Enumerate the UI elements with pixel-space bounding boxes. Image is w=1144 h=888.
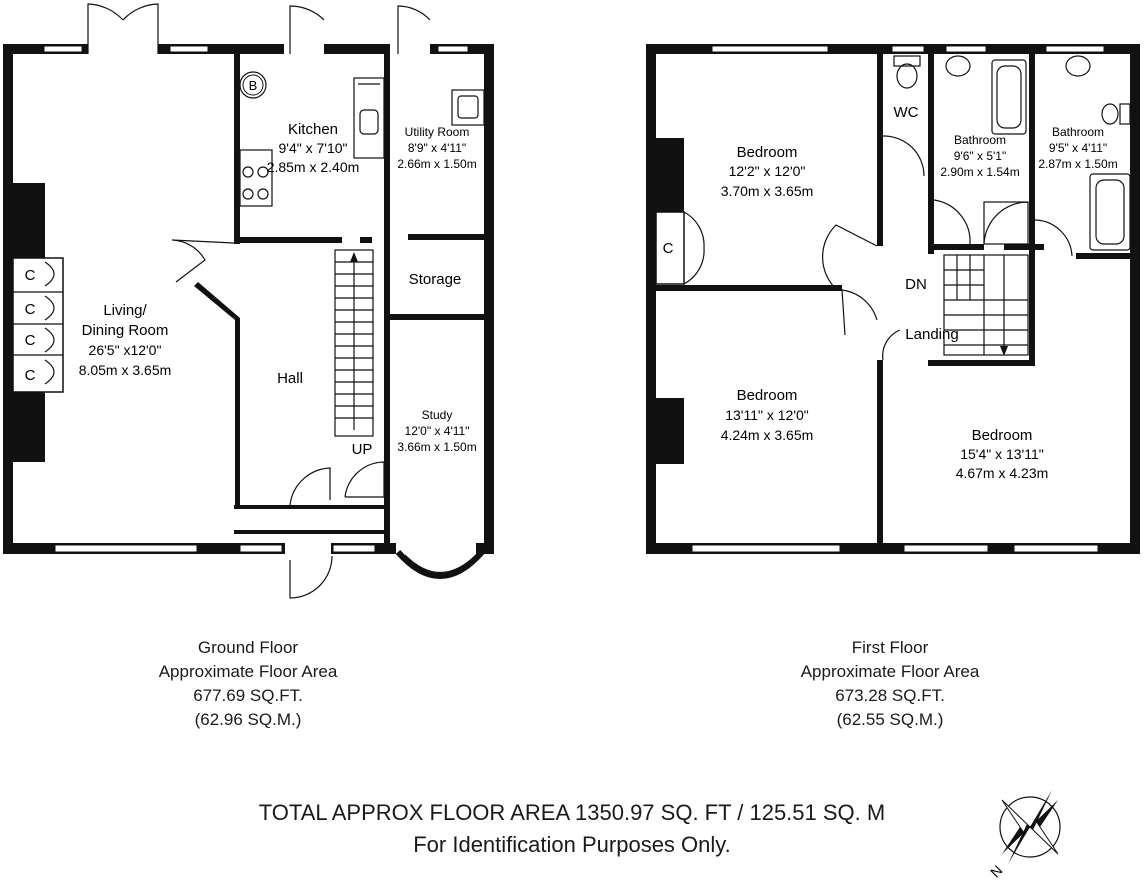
first-caption-sqft: 673.28 SQ.FT. [835, 686, 945, 705]
bath1-name: Bathroom [953, 133, 1007, 147]
living-metric: 8.05m x 3.65m [78, 362, 172, 378]
living-cupboard-label-2: C [24, 301, 36, 318]
ground-caption-subtitle: Approximate Floor Area [158, 662, 338, 681]
study-imperial: 12'0" x 4'11" [404, 424, 470, 438]
bed2-name: Bedroom [736, 387, 798, 404]
bed1-imperial: 12'2" x 12'0" [728, 163, 806, 179]
bath2-imperial: 9'5" x 4'11" [1048, 141, 1108, 155]
living-cupboard-label-4: C [24, 367, 36, 384]
bed2-imperial: 13'11" x 12'0" [725, 407, 809, 423]
ground-labels [25, 75, 477, 458]
utility-imperial: 8'9" x 4'11" [407, 141, 467, 155]
ground-windows [44, 43, 476, 555]
first-caption-title: First Floor [851, 638, 929, 657]
bed2-metric: 4.24m x 3.65m [720, 427, 814, 443]
bath1-imperial: 9'6" x 5'1" [953, 149, 1007, 163]
boiler-label: B [248, 78, 258, 93]
living-cupboards [13, 258, 63, 392]
ground-stairs-label: UP [351, 441, 373, 458]
bed3-metric: 4.67m x 4.23m [955, 465, 1049, 481]
bath2-metric: 2.87m x 1.50m [1038, 157, 1118, 171]
first-floor-caption [760, 636, 1020, 732]
landing-name: Landing [905, 326, 959, 343]
kitchen-metric: 2.85m x 2.40m [266, 159, 360, 175]
bed1-chimney-breast [656, 138, 684, 212]
first-labels [663, 104, 1118, 481]
ground-floor-caption [118, 636, 378, 732]
study-name: Study [421, 408, 453, 422]
living-imperial: 26'5" x12'0" [88, 342, 162, 358]
bed1-metric: 3.70m x 3.65m [720, 183, 814, 199]
bed3-name: Bedroom [971, 427, 1033, 444]
bed2-chimney-breast [656, 398, 684, 464]
utility-name: Utility Room [404, 125, 470, 139]
bed3-imperial: 15'4" x 13'11" [960, 446, 1044, 462]
living-cupboard-label-3: C [24, 332, 36, 349]
kitchen-imperial: 9'4" x 7'10" [278, 140, 348, 156]
total-floor-area: TOTAL APPROX FLOOR AREA 1350.97 SQ. FT / 125.51 SQ. M [258, 800, 886, 825]
living-name-2: Dining Room [81, 322, 169, 339]
hall-name: Hall [277, 370, 303, 387]
first-caption-sqm: (62.55 SQ.M.) [836, 710, 944, 729]
bed1-name: Bedroom [736, 144, 798, 161]
living-cupboard-label-1: C [24, 267, 36, 284]
living-name-1: Living/ [103, 302, 147, 319]
utility-metric: 2.66m x 1.50m [397, 157, 477, 171]
ground-stairs [335, 250, 373, 436]
ground-caption-sqft: 677.69 SQ.FT. [193, 686, 303, 705]
first-stairs-label: DN [905, 276, 927, 293]
kitchen-fittings [240, 72, 484, 206]
study-metric: 3.66m x 1.50m [397, 440, 477, 454]
kitchen-name: Kitchen [287, 121, 339, 138]
first-caption-subtitle: Approximate Floor Area [800, 662, 980, 681]
identification-note: For Identification Purposes Only. [413, 832, 731, 857]
wc-name: WC [893, 104, 919, 121]
ground-floor-plan [3, 4, 494, 598]
first-floor-plan [646, 44, 1140, 554]
bed1-cupboard-label: C [662, 240, 674, 257]
ground-outer-walls [3, 44, 494, 554]
ground-caption-sqm: (62.96 SQ.M.) [194, 710, 302, 729]
bath2-name: Bathroom [1051, 125, 1105, 139]
compass-north-label: N [987, 862, 1006, 881]
storage-name: Storage [408, 271, 462, 288]
bath1-metric: 2.90m x 1.54m [940, 165, 1020, 179]
ground-caption-title: Ground Floor [197, 638, 299, 657]
